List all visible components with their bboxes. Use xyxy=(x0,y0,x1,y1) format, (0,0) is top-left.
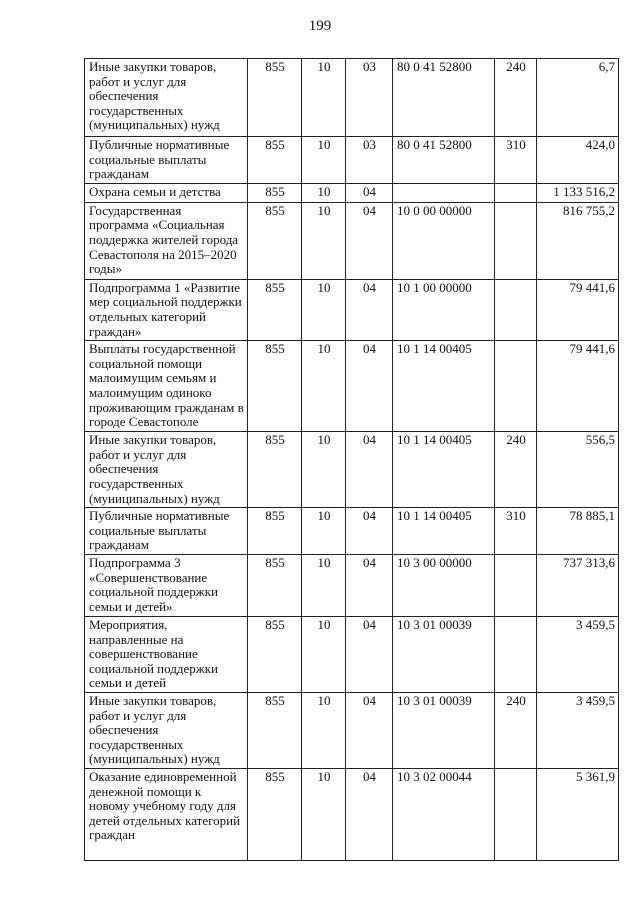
section-code: 10 xyxy=(302,768,346,860)
amount: 5 361,9 xyxy=(537,768,619,860)
ved-code: 855 xyxy=(248,279,302,340)
expense-type-code xyxy=(495,616,537,692)
row-name: Иные закупки товаров, работ и услуг для обеспечения государственных (муниципальных) нужд xyxy=(85,59,248,137)
section-code: 10 xyxy=(302,616,346,692)
target-article-code: 80 0 41 52800 xyxy=(393,137,495,184)
expense-type-code xyxy=(495,341,537,432)
table-row xyxy=(85,279,619,340)
ved-code: 855 xyxy=(248,768,302,860)
target-article-code: 10 3 01 00039 xyxy=(393,616,495,692)
table-row xyxy=(85,183,619,202)
row-name: Оказание единовременной денежной помощи к новому учебному году для детей отдельных категорий граждан xyxy=(85,768,248,860)
target-article-code: 10 3 00 00000 xyxy=(393,554,495,616)
ved-code: 855 xyxy=(248,692,302,768)
section-code: 10 xyxy=(302,554,346,616)
target-article-code: 10 3 01 00039 xyxy=(393,692,495,768)
ved-code: 855 xyxy=(248,202,302,279)
expense-type-code: 240 xyxy=(495,692,537,768)
amount: 79 441,6 xyxy=(537,341,619,432)
subsection-code: 04 xyxy=(346,183,393,202)
row-name: Иные закупки товаров, работ и услуг для обеспечения государственных (муниципальных) нужд xyxy=(85,692,248,768)
section-code: 10 xyxy=(302,202,346,279)
ved-code: 855 xyxy=(248,341,302,432)
section-code: 10 xyxy=(302,692,346,768)
row-name: Иные закупки товаров, работ и услуг для обеспечения государственных (муниципальных) нужд xyxy=(85,432,248,508)
expense-type-code: 310 xyxy=(495,137,537,184)
amount: 1 133 516,2 xyxy=(537,183,619,202)
subsection-code: 03 xyxy=(346,137,393,184)
table-row xyxy=(85,432,619,508)
ved-code: 855 xyxy=(248,183,302,202)
expense-type-code: 240 xyxy=(495,59,537,137)
expense-type-code xyxy=(495,202,537,279)
budget-table xyxy=(84,58,619,861)
target-article-code: 80 0 41 52800 xyxy=(393,59,495,137)
section-code: 10 xyxy=(302,432,346,508)
section-code: 10 xyxy=(302,508,346,555)
expense-type-code xyxy=(495,768,537,860)
ved-code: 855 xyxy=(248,616,302,692)
subsection-code: 03 xyxy=(346,59,393,137)
subsection-code: 04 xyxy=(346,768,393,860)
expense-type-code xyxy=(495,554,537,616)
row-name: Подпрограмма 1 «Развитие мер социальной поддержки отдельных категорий граждан» xyxy=(85,279,248,340)
expense-type-code xyxy=(495,279,537,340)
page-number: 199 xyxy=(308,18,332,34)
subsection-code: 04 xyxy=(346,432,393,508)
amount: 737 313,6 xyxy=(537,554,619,616)
target-article-code xyxy=(393,183,495,202)
subsection-code: 04 xyxy=(346,202,393,279)
subsection-code: 04 xyxy=(346,616,393,692)
target-article-code: 10 1 14 00405 xyxy=(393,508,495,555)
expense-type-code xyxy=(495,183,537,202)
amount: 79 441,6 xyxy=(537,279,619,340)
target-article-code: 10 0 00 00000 xyxy=(393,202,495,279)
section-code: 10 xyxy=(302,279,346,340)
section-code: 10 xyxy=(302,137,346,184)
subsection-code: 04 xyxy=(346,279,393,340)
amount: 556,5 xyxy=(537,432,619,508)
amount: 3 459,5 xyxy=(537,692,619,768)
table-row xyxy=(85,59,619,137)
table-row xyxy=(85,616,619,692)
target-article-code: 10 1 00 00000 xyxy=(393,279,495,340)
table-row xyxy=(85,554,619,616)
amount: 816 755,2 xyxy=(537,202,619,279)
section-code: 10 xyxy=(302,341,346,432)
target-article-code: 10 3 02 00044 xyxy=(393,768,495,860)
subsection-code: 04 xyxy=(346,554,393,616)
target-article-code: 10 1 14 00405 xyxy=(393,341,495,432)
subsection-code: 04 xyxy=(346,508,393,555)
row-name: Мероприятия, направленные на совершенствование социальной поддержки семьи и детей xyxy=(85,616,248,692)
table-row xyxy=(85,137,619,184)
ved-code: 855 xyxy=(248,554,302,616)
row-name: Публичные нормативные социальные выплаты гражданам xyxy=(85,508,248,555)
ved-code: 855 xyxy=(248,59,302,137)
ved-code: 855 xyxy=(248,508,302,555)
row-name: Публичные нормативные социальные выплаты гражданам xyxy=(85,137,248,184)
section-code: 10 xyxy=(302,59,346,137)
amount: 6,7 xyxy=(537,59,619,137)
subsection-code: 04 xyxy=(346,692,393,768)
subsection-code: 04 xyxy=(346,341,393,432)
section-code: 10 xyxy=(302,183,346,202)
row-name: Подпрограмма 3 «Совершенствование социальной поддержки семьи и детей» xyxy=(85,554,248,616)
table-row xyxy=(85,202,619,279)
expense-type-code: 240 xyxy=(495,432,537,508)
table-row xyxy=(85,768,619,860)
row-name: Выплаты государственной социальной помощи малоимущим семьям и малоимущим одиноко проживающим гражданам в городе Севастополе xyxy=(85,341,248,432)
amount: 3 459,5 xyxy=(537,616,619,692)
table-row xyxy=(85,508,619,555)
amount: 78 885,1 xyxy=(537,508,619,555)
row-name: Охрана семьи и детства xyxy=(85,183,248,202)
table-row xyxy=(85,341,619,432)
table-row xyxy=(85,692,619,768)
ved-code: 855 xyxy=(248,432,302,508)
amount: 424,0 xyxy=(537,137,619,184)
target-article-code: 10 1 14 00405 xyxy=(393,432,495,508)
row-name: Государственная программа «Социальная поддержка жителей города Севастополя на 2015–2020 годы» xyxy=(85,202,248,279)
ved-code: 855 xyxy=(248,137,302,184)
expense-type-code: 310 xyxy=(495,508,537,555)
